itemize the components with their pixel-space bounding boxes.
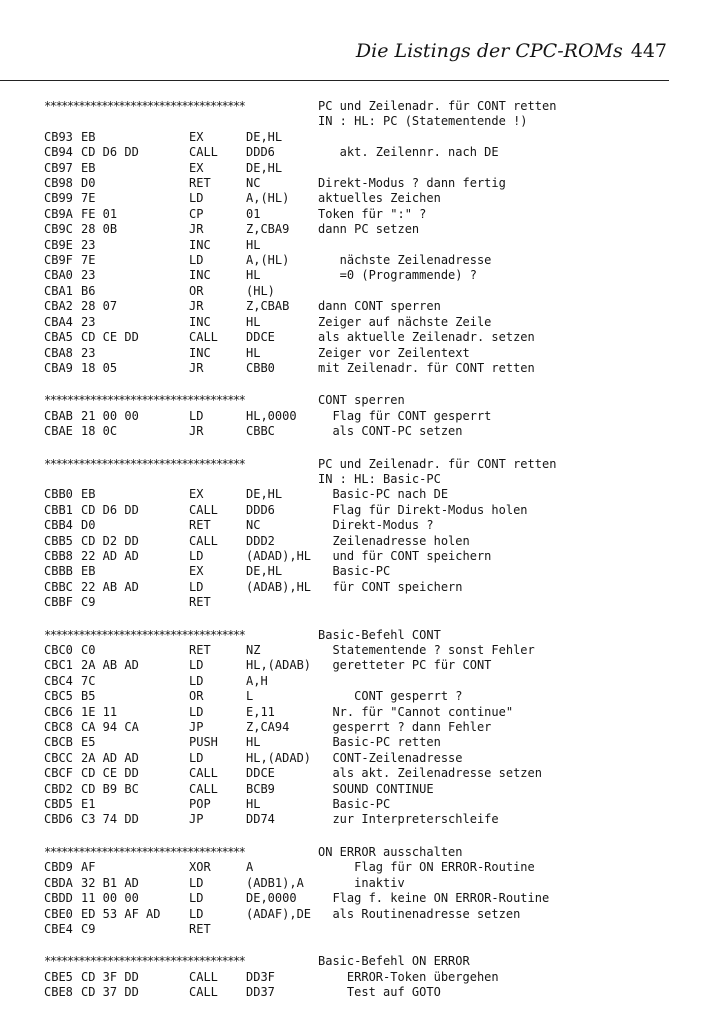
- mnemonic: POP: [189, 797, 211, 812]
- operands: DD37: [246, 985, 275, 1000]
- address: CBBC: [44, 579, 73, 594]
- block-header-text: IN : HL: PC (Statementende !): [318, 114, 528, 129]
- comment: Flag für CONT gesperrt: [318, 408, 492, 423]
- comment: Basic-PC retten: [318, 735, 441, 750]
- mnemonic: OR: [189, 283, 204, 298]
- mnemonic: EX: [189, 487, 204, 502]
- block-header-line: [44, 457, 684, 472]
- code-line: [44, 487, 684, 502]
- address: CBC4: [44, 673, 73, 688]
- address: CB99: [44, 191, 73, 206]
- code-line: [44, 891, 684, 906]
- address: CBD5: [44, 797, 73, 812]
- code-line: [44, 549, 684, 564]
- mnemonic: LD: [189, 579, 204, 594]
- opcode-bytes: CD CE DD: [81, 330, 139, 345]
- mnemonic: CALL: [189, 985, 218, 1000]
- address: CBB4: [44, 518, 73, 533]
- code-line: [44, 346, 684, 361]
- code-line: [44, 161, 684, 176]
- address: CBE4: [44, 921, 73, 936]
- mnemonic: LD: [189, 750, 204, 765]
- comment: Flag f. keine ON ERROR-Routine: [318, 891, 550, 906]
- blank-line: [44, 440, 684, 457]
- code-line: [44, 797, 684, 812]
- code-line: [44, 595, 684, 610]
- code-line: [44, 284, 684, 299]
- listing-block: [44, 99, 684, 376]
- opcode-bytes: CD CE DD: [81, 766, 139, 781]
- address: CB93: [44, 129, 73, 144]
- address: CBCF: [44, 766, 73, 781]
- code-line: [44, 299, 684, 314]
- comment: für CONT speichern: [318, 579, 463, 594]
- separator-stars: ***********************************: [44, 99, 245, 113]
- address: CBCB: [44, 735, 73, 750]
- mnemonic: LD: [189, 673, 204, 688]
- mnemonic: LD: [189, 191, 204, 206]
- code-line: [44, 922, 684, 937]
- listing-block: [44, 937, 684, 1000]
- operands: HL: [246, 268, 261, 283]
- comment: CONT gesperrt ?: [318, 689, 463, 704]
- mnemonic: RET: [189, 643, 211, 657]
- operands: (ADAF),DE: [246, 906, 312, 921]
- address: CBA5: [44, 330, 73, 345]
- opcode-bytes: 7E: [81, 191, 96, 206]
- comment: Zeiger auf nächste Zeile: [318, 314, 492, 329]
- mnemonic: CALL: [189, 969, 218, 984]
- opcode-bytes: 32 B1 AD: [81, 875, 139, 890]
- operands: HL,0000: [246, 408, 297, 423]
- operands: A,H: [246, 673, 268, 688]
- operands: 01: [246, 206, 261, 221]
- mnemonic: LD: [189, 548, 204, 563]
- mnemonic: LD: [189, 658, 204, 673]
- comment: Basic-PC nach DE: [318, 487, 449, 502]
- address: CBDD: [44, 891, 73, 906]
- address: CB9A: [44, 206, 73, 221]
- comment: Flag für ON ERROR-Routine: [318, 860, 535, 875]
- block-header-line: [44, 628, 684, 643]
- block-header-text: PC und Zeilenadr. für CONT retten: [318, 456, 557, 471]
- address: CBA8: [44, 345, 73, 360]
- code-line: [44, 207, 684, 222]
- code-line: [44, 315, 684, 330]
- operands: DE,HL: [246, 129, 283, 144]
- assembly-listing: [44, 99, 684, 1001]
- operands: DDD6: [246, 502, 275, 517]
- address: CBBB: [44, 564, 73, 579]
- operands: NC: [246, 176, 261, 191]
- mnemonic: CALL: [189, 145, 218, 160]
- opcode-bytes: B5: [81, 689, 96, 704]
- operands: A,(HL): [246, 191, 290, 206]
- comment: SOUND CONTINUE: [318, 781, 434, 796]
- comment: Statementende ? sonst Fehler: [318, 643, 535, 657]
- operands: NZ: [246, 643, 261, 657]
- opcode-bytes: CD B9 BC: [81, 781, 139, 796]
- operands: NC: [246, 518, 261, 533]
- separator-stars: ***********************************: [44, 844, 245, 859]
- block-header-text: CONT sperren: [318, 393, 405, 408]
- code-line: [44, 424, 684, 439]
- opcode-bytes: 7E: [81, 253, 96, 268]
- opcode-bytes: D0: [81, 518, 96, 533]
- code-line: [44, 564, 684, 579]
- code-line: [44, 860, 684, 875]
- separator-stars: ***********************************: [44, 627, 245, 642]
- mnemonic: PUSH: [189, 735, 218, 750]
- opcode-bytes: 18 0C: [81, 424, 118, 439]
- comment: und für CONT speichern: [318, 548, 492, 563]
- operands: BCB9: [246, 781, 275, 796]
- opcode-bytes: 7C: [81, 673, 96, 688]
- mnemonic: JR: [189, 360, 204, 375]
- operands: L: [246, 689, 254, 704]
- address: CB94: [44, 145, 73, 160]
- code-line: [44, 658, 684, 673]
- comment: als akt. Zeilenadresse setzen: [318, 766, 542, 781]
- operands: DDCE: [246, 766, 275, 781]
- opcode-bytes: EB: [81, 487, 96, 502]
- opcode-bytes: EB: [81, 160, 96, 175]
- block-header-line: [44, 393, 684, 408]
- opcode-bytes: C9: [81, 921, 96, 936]
- block-header-line: [44, 99, 684, 114]
- opcode-bytes: 1E 11: [81, 704, 118, 719]
- opcode-bytes: EB: [81, 564, 96, 579]
- address: CBDA: [44, 875, 73, 890]
- operands: HL: [246, 797, 261, 812]
- blank-line: [44, 611, 684, 628]
- mnemonic: JP: [189, 812, 204, 827]
- opcode-bytes: CA 94 CA: [81, 720, 139, 735]
- operands: Z,CBA9: [246, 222, 290, 237]
- address: CB98: [44, 176, 73, 191]
- comment: Token für ":" ?: [318, 206, 427, 221]
- address: CBC1: [44, 658, 73, 673]
- mnemonic: EX: [189, 160, 204, 175]
- opcode-bytes: D0: [81, 176, 96, 191]
- opcode-bytes: 22 AD AD: [81, 548, 139, 563]
- opcode-bytes: AF: [81, 860, 96, 875]
- mnemonic: JR: [189, 299, 204, 314]
- code-line: [44, 970, 684, 985]
- opcode-bytes: CD D6 DD: [81, 145, 139, 160]
- operands: Z,CA94: [246, 720, 290, 735]
- opcode-bytes: 23: [81, 237, 96, 252]
- block-header-text: Basic-Befehl ON ERROR: [318, 954, 470, 969]
- operands: (HL): [246, 283, 275, 298]
- code-line: [44, 907, 684, 922]
- opcode-bytes: 2A AB AD: [81, 658, 139, 673]
- operands: DDD6: [246, 145, 275, 160]
- opcode-bytes: CD 37 DD: [81, 985, 139, 1000]
- code-line: [44, 191, 684, 206]
- comment: zur Interpreterschleife: [318, 812, 499, 827]
- opcode-bytes: ED 53 AF AD: [81, 906, 161, 921]
- opcode-bytes: 23: [81, 345, 96, 360]
- mnemonic: OR: [189, 689, 204, 704]
- comment: als aktuelle Zeilenadr. setzen: [318, 330, 535, 345]
- operands: HL: [246, 314, 261, 329]
- opcode-bytes: E1: [81, 797, 96, 812]
- opcode-bytes: 28 07: [81, 299, 118, 314]
- page-number: 447: [630, 40, 667, 62]
- address: CBA0: [44, 268, 73, 283]
- comment: aktuelles Zeichen: [318, 191, 441, 206]
- comment: akt. Zeilennr. nach DE: [318, 145, 499, 160]
- mnemonic: LD: [189, 704, 204, 719]
- code-line: [44, 222, 684, 237]
- address: CBAE: [44, 424, 73, 439]
- opcode-bytes: 22 AB AD: [81, 579, 139, 594]
- block-header-line: [44, 845, 684, 860]
- comment: Nr. für "Cannot continue": [318, 704, 514, 719]
- listing-block: [44, 376, 684, 439]
- operands: CBBC: [246, 424, 275, 439]
- comment: Direkt-Modus ? dann fertig: [318, 176, 506, 191]
- address: CBA4: [44, 314, 73, 329]
- mnemonic: CALL: [189, 330, 218, 345]
- operands: CBB0: [246, 360, 275, 375]
- comment: dann CONT sperren: [318, 299, 441, 314]
- comment: Zeiger vor Zeilentext: [318, 345, 470, 360]
- code-line: [44, 145, 684, 160]
- mnemonic: JR: [189, 424, 204, 439]
- address: CBBF: [44, 595, 73, 610]
- comment: Flag für Direkt-Modus holen: [318, 502, 528, 517]
- operands: Z,CBAB: [246, 299, 290, 314]
- code-line: [44, 176, 684, 191]
- code-line: [44, 643, 684, 658]
- opcode-bytes: 21 00 00: [81, 408, 139, 423]
- code-line: [44, 689, 684, 704]
- address: CBAB: [44, 408, 73, 423]
- opcode-bytes: 2A AD AD: [81, 750, 139, 765]
- mnemonic: INC: [189, 345, 211, 360]
- block-header-text: Basic-Befehl CONT: [318, 627, 441, 642]
- blank-line: [44, 828, 684, 845]
- mnemonic: CALL: [189, 781, 218, 796]
- code-line: [44, 238, 684, 253]
- code-line: [44, 782, 684, 797]
- comment: dann PC setzen: [318, 222, 420, 237]
- opcode-bytes: E5: [81, 735, 96, 750]
- operands: DE,0000: [246, 891, 297, 906]
- comment: CONT-Zeilenadresse: [318, 750, 463, 765]
- listing-block: [44, 440, 684, 611]
- block-header-text: PC und Zeilenadr. für CONT retten: [318, 99, 557, 113]
- code-line: [44, 361, 684, 376]
- operands: DE,HL: [246, 160, 283, 175]
- address: CB9C: [44, 222, 73, 237]
- address: CBA9: [44, 360, 73, 375]
- mnemonic: RET: [189, 921, 211, 936]
- comment: gesperrt ? dann Fehler: [318, 720, 492, 735]
- opcode-bytes: C3 74 DD: [81, 812, 139, 827]
- address: CBE5: [44, 969, 73, 984]
- address: CBD9: [44, 860, 73, 875]
- operands: HL: [246, 345, 261, 360]
- opcode-bytes: 28 0B: [81, 222, 118, 237]
- address: CBB1: [44, 502, 73, 517]
- code-line: [44, 534, 684, 549]
- code-line: [44, 985, 684, 1000]
- code-line: [44, 503, 684, 518]
- block-header-line: [44, 114, 684, 129]
- mnemonic: LD: [189, 891, 204, 906]
- separator-stars: ***********************************: [44, 954, 245, 969]
- operands: HL: [246, 237, 261, 252]
- address: CBB8: [44, 548, 73, 563]
- mnemonic: LD: [189, 906, 204, 921]
- code-line: [44, 580, 684, 595]
- mnemonic: CP: [189, 206, 204, 221]
- address: CBC5: [44, 689, 73, 704]
- comment: inaktiv: [318, 875, 405, 890]
- block-header-line: [44, 472, 684, 487]
- address: CBB0: [44, 487, 73, 502]
- address: CBA1: [44, 283, 73, 298]
- code-line: [44, 253, 684, 268]
- mnemonic: JR: [189, 222, 204, 237]
- comment: Test auf GOTO: [318, 985, 441, 1000]
- operands: (ADB1),A: [246, 875, 304, 890]
- comment: geretteter PC für CONT: [318, 658, 492, 673]
- address: CBC6: [44, 704, 73, 719]
- address: CBD2: [44, 781, 73, 796]
- address: CB97: [44, 160, 73, 175]
- opcode-bytes: EB: [81, 129, 96, 144]
- code-line: [44, 705, 684, 720]
- address: CBB5: [44, 533, 73, 548]
- operands: A: [246, 860, 254, 875]
- mnemonic: LD: [189, 253, 204, 268]
- code-line: [44, 268, 684, 283]
- address: CBE8: [44, 985, 73, 1000]
- comment: Basic-PC: [318, 564, 391, 579]
- mnemonic: RET: [189, 176, 211, 191]
- mnemonic: EX: [189, 129, 204, 144]
- listing-block: [44, 611, 684, 828]
- mnemonic: INC: [189, 237, 211, 252]
- mnemonic: EX: [189, 564, 204, 579]
- operands: DDD2: [246, 533, 275, 548]
- comment: Basic-PC: [318, 797, 391, 812]
- address: CB9F: [44, 253, 73, 268]
- code-line: [44, 766, 684, 781]
- opcode-bytes: 23: [81, 268, 96, 283]
- address: CBA2: [44, 299, 73, 314]
- comment: =0 (Programmende) ?: [318, 268, 477, 283]
- code-line: [44, 876, 684, 891]
- block-header-text: IN : HL: Basic-PC: [318, 471, 441, 486]
- operands: HL,(ADAD): [246, 750, 312, 765]
- address: CBD6: [44, 812, 73, 827]
- address: CBC8: [44, 720, 73, 735]
- separator-stars: ***********************************: [44, 456, 245, 471]
- operands: (ADAB),HL: [246, 579, 312, 594]
- mnemonic: RET: [189, 518, 211, 533]
- address: CB9E: [44, 237, 73, 252]
- operands: HL: [246, 735, 261, 750]
- running-title: Die Listings der CPC-ROMs: [355, 40, 623, 62]
- blank-line: [44, 937, 684, 954]
- code-line: [44, 720, 684, 735]
- operands: DDCE: [246, 330, 275, 345]
- mnemonic: INC: [189, 314, 211, 329]
- mnemonic: CALL: [189, 766, 218, 781]
- code-line: [44, 735, 684, 750]
- mnemonic: XOR: [189, 860, 211, 875]
- header-rule: [0, 80, 669, 81]
- comment: Zeilenadresse holen: [318, 533, 470, 548]
- operands: A,(HL): [246, 253, 290, 268]
- mnemonic: JP: [189, 720, 204, 735]
- address: CBE0: [44, 906, 73, 921]
- block-header-line: [44, 954, 684, 969]
- mnemonic: LD: [189, 408, 204, 423]
- mnemonic: LD: [189, 875, 204, 890]
- code-line: [44, 130, 684, 145]
- code-line: [44, 518, 684, 533]
- address: CBC0: [44, 643, 73, 657]
- opcode-bytes: 11 00 00: [81, 891, 139, 906]
- opcode-bytes: CD D6 DD: [81, 502, 139, 517]
- code-line: [44, 812, 684, 827]
- mnemonic: CALL: [189, 533, 218, 548]
- page-header: [356, 40, 667, 62]
- operands: DD3F: [246, 969, 275, 984]
- comment: als Routinenadresse setzen: [318, 906, 521, 921]
- operands: (ADAD),HL: [246, 548, 312, 563]
- code-line: [44, 751, 684, 766]
- comment: ERROR-Token übergehen: [318, 969, 499, 984]
- operands: HL,(ADAB): [246, 658, 312, 673]
- opcode-bytes: 23: [81, 314, 96, 329]
- opcode-bytes: FE 01: [81, 206, 118, 221]
- separator-stars: ***********************************: [44, 393, 245, 408]
- operands: DD74: [246, 812, 275, 827]
- listing-block: [44, 828, 684, 937]
- opcode-bytes: 18 05: [81, 360, 118, 375]
- mnemonic: CALL: [189, 502, 218, 517]
- opcode-bytes: C0: [81, 643, 96, 657]
- mnemonic: RET: [189, 595, 211, 610]
- address: CBCC: [44, 750, 73, 765]
- comment: Direkt-Modus ?: [318, 518, 434, 533]
- opcode-bytes: CD 3F DD: [81, 969, 139, 984]
- blank-line: [44, 376, 684, 393]
- code-line: [44, 674, 684, 689]
- opcode-bytes: C9: [81, 595, 96, 610]
- code-line: [44, 330, 684, 345]
- comment: nächste Zeilenadresse: [318, 253, 492, 268]
- comment: mit Zeilenadr. für CONT retten: [318, 360, 535, 375]
- comment: als CONT-PC setzen: [318, 424, 463, 439]
- operands: E,11: [246, 704, 275, 719]
- block-header-text: ON ERROR ausschalten: [318, 844, 463, 859]
- operands: DE,HL: [246, 564, 283, 579]
- code-line: [44, 409, 684, 424]
- operands: DE,HL: [246, 487, 283, 502]
- mnemonic: INC: [189, 268, 211, 283]
- opcode-bytes: CD D2 DD: [81, 533, 139, 548]
- opcode-bytes: B6: [81, 283, 96, 298]
